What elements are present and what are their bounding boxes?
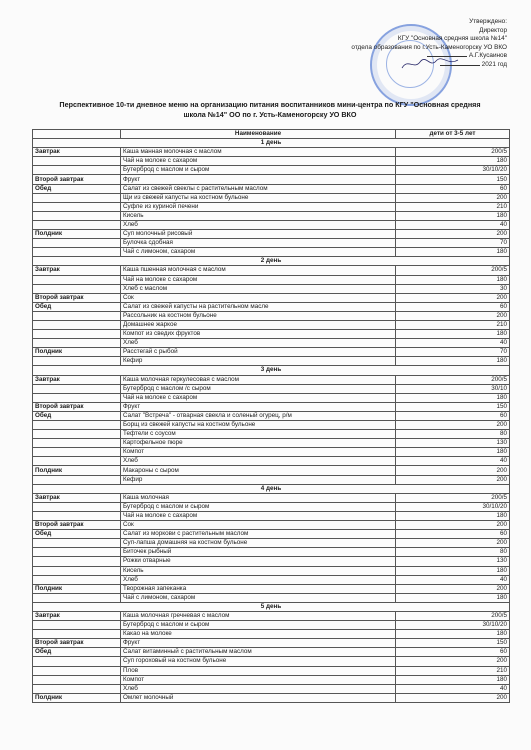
portion-cell: 200: [396, 693, 510, 702]
meal-cell: [33, 621, 121, 630]
portion-cell: 200: [396, 584, 510, 593]
portion-cell: 200/5: [396, 493, 510, 502]
table-row: [33, 175, 510, 184]
approval-school: КГУ "Основная средняя школа №14": [397, 35, 507, 43]
table-header-row: [33, 130, 510, 139]
table-row: [33, 211, 510, 220]
dish-cell: Бутерброд с маслом и сыром: [121, 502, 396, 511]
dish-cell: Суп-лапша домашняя на костном бульоне: [121, 539, 396, 548]
meal-cell: [33, 457, 121, 466]
meal-cell: [33, 630, 121, 639]
table-row: [33, 184, 510, 193]
dish-cell: Кисель: [121, 566, 396, 575]
dish-cell: Домашнее жаркое: [121, 320, 396, 329]
day-header-row: [33, 484, 510, 493]
dish-cell: Суп молочный рисовый: [121, 230, 396, 239]
meal-cell: Обед: [33, 302, 121, 311]
portion-cell: 180: [396, 593, 510, 602]
dish-cell: Борщ из свежей капусты на костном бульоне: [121, 421, 396, 430]
dish-cell: Бутерброд с маслом /с сыром: [121, 384, 396, 393]
table-row: [33, 611, 510, 620]
meal-cell: [33, 557, 121, 566]
table-row: [33, 348, 510, 357]
header-age-group: дети от 3-5 лет: [396, 130, 510, 139]
meal-cell: [33, 566, 121, 575]
dish-cell: Тефтели с соусом: [121, 430, 396, 439]
approval-block: [317, 18, 507, 70]
portion-cell: 60: [396, 530, 510, 539]
table-row: [33, 575, 510, 584]
dish-cell: Щи из свежей капусты на костном бульоне: [121, 193, 396, 202]
table-row: [33, 466, 510, 475]
table-row: [33, 266, 510, 275]
portion-cell: 180: [396, 211, 510, 220]
portion-cell: 40: [396, 457, 510, 466]
dish-cell: Салат витаминный с растительным маслом: [121, 648, 396, 657]
table-row: [33, 411, 510, 420]
header-name: Наименование: [121, 130, 396, 139]
dish-cell: Рожки отварные: [121, 557, 396, 566]
table-row: [33, 511, 510, 520]
portion-cell: 30: [396, 284, 510, 293]
day-label: 1 день: [33, 139, 510, 148]
menu-table: [32, 129, 510, 703]
meal-cell: [33, 357, 121, 366]
table-row: [33, 621, 510, 630]
header-meal-cell: [33, 130, 121, 139]
meal-cell: [33, 393, 121, 402]
portion-cell: 150: [396, 402, 510, 411]
meal-cell: [33, 684, 121, 693]
table-row: [33, 202, 510, 211]
portion-cell: 130: [396, 557, 510, 566]
meal-cell: Полдник: [33, 348, 121, 357]
portion-cell: 200: [396, 475, 510, 484]
dish-cell: Суфле из куриной печени: [121, 202, 396, 211]
table-row: [33, 593, 510, 602]
dish-cell: Хлеб: [121, 457, 396, 466]
meal-cell: [33, 539, 121, 548]
table-row: [33, 684, 510, 693]
meal-cell: [33, 384, 121, 393]
dish-cell: Хлеб: [121, 575, 396, 584]
table-row: [33, 693, 510, 702]
dish-cell: Салат из моркови с растительным маслом: [121, 530, 396, 539]
table-row: [33, 439, 510, 448]
portion-cell: 180: [396, 275, 510, 284]
portion-cell: 40: [396, 575, 510, 584]
meal-cell: Обед: [33, 411, 121, 420]
dish-cell: Чай на молоке с сахаром: [121, 157, 396, 166]
portion-cell: 180: [396, 357, 510, 366]
dish-cell: Салат из свежей капусты на растительном масле: [121, 302, 396, 311]
table-row: [33, 648, 510, 657]
dish-cell: Каша молочная гречневая с маслом: [121, 611, 396, 620]
meal-cell: [33, 248, 121, 257]
portion-cell: 200/5: [396, 266, 510, 275]
portion-cell: 30/10: [396, 384, 510, 393]
dish-cell: Какао на молоке: [121, 630, 396, 639]
table-row: [33, 230, 510, 239]
dish-cell: Картофельное пюре: [121, 439, 396, 448]
portion-cell: 70: [396, 348, 510, 357]
meal-cell: Полдник: [33, 230, 121, 239]
day-label: 3 день: [33, 366, 510, 375]
table-row: [33, 539, 510, 548]
meal-cell: [33, 666, 121, 675]
meal-cell: [33, 593, 121, 602]
dish-cell: Расстегай с рыбой: [121, 348, 396, 357]
meal-cell: Обед: [33, 184, 121, 193]
dish-cell: Каша молочная геркулесовая с маслом: [121, 375, 396, 384]
dish-cell: Чай на молоке с сахаром: [121, 275, 396, 284]
table-row: [33, 584, 510, 593]
document-title: [40, 100, 500, 120]
dish-cell: Сок: [121, 521, 396, 530]
portion-cell: 200: [396, 230, 510, 239]
portion-cell: 30/10/20: [396, 621, 510, 630]
day-header-row: [33, 366, 510, 375]
dish-cell: Суп гороховый на костном бульоне: [121, 657, 396, 666]
meal-cell: Обед: [33, 648, 121, 657]
table-row: [33, 566, 510, 575]
meal-cell: [33, 157, 121, 166]
portion-cell: 180: [396, 511, 510, 520]
approval-signer: А.Г.Кусаинов: [317, 52, 507, 61]
portion-cell: 150: [396, 639, 510, 648]
day-header-row: [33, 257, 510, 266]
portion-cell: 70: [396, 239, 510, 248]
dish-cell: Кефир: [121, 475, 396, 484]
portion-cell: 180: [396, 248, 510, 257]
table-row: [33, 193, 510, 202]
dish-cell: Булочка сдобная: [121, 239, 396, 248]
table-row: [33, 457, 510, 466]
meal-cell: [33, 339, 121, 348]
day-header-row: [33, 139, 510, 148]
portion-cell: 200: [396, 521, 510, 530]
table-row: [33, 330, 510, 339]
dish-cell: Рассольник на костном бульоне: [121, 311, 396, 320]
portion-cell: 130: [396, 439, 510, 448]
meal-cell: Второй завтрак: [33, 639, 121, 648]
portion-cell: 200: [396, 193, 510, 202]
dish-cell: Каша молочная: [121, 493, 396, 502]
portion-cell: 30/10/20: [396, 502, 510, 511]
portion-cell: 180: [396, 157, 510, 166]
portion-cell: 180: [396, 630, 510, 639]
meal-cell: [33, 675, 121, 684]
table-row: [33, 311, 510, 320]
dish-cell: Сок: [121, 293, 396, 302]
portion-cell: 200: [396, 657, 510, 666]
meal-cell: [33, 311, 121, 320]
meal-cell: Второй завтрак: [33, 402, 121, 411]
meal-cell: [33, 211, 121, 220]
table-row: [33, 675, 510, 684]
dish-cell: Плов: [121, 666, 396, 675]
portion-cell: 150: [396, 175, 510, 184]
meal-cell: [33, 448, 121, 457]
title-line-1: Перспективное 10-ти дневное меню на организацию питания воспитанников мини-центра по КГУ "Основная средняя: [59, 100, 481, 109]
portion-cell: 200: [396, 293, 510, 302]
portion-cell: 210: [396, 666, 510, 675]
portion-cell: 40: [396, 684, 510, 693]
day-label: 4 день: [33, 484, 510, 493]
meal-cell: [33, 193, 121, 202]
table-row: [33, 275, 510, 284]
portion-cell: 210: [396, 202, 510, 211]
table-row: [33, 284, 510, 293]
day-label: 2 день: [33, 257, 510, 266]
table-row: [33, 293, 510, 302]
table-row: [33, 384, 510, 393]
meal-cell: Второй завтрак: [33, 521, 121, 530]
meal-cell: Полдник: [33, 693, 121, 702]
dish-cell: Чай с лимоном, сахаром: [121, 248, 396, 257]
meal-cell: [33, 166, 121, 175]
dish-cell: Хлеб: [121, 339, 396, 348]
table-row: [33, 239, 510, 248]
portion-cell: 60: [396, 184, 510, 193]
dish-cell: Салат "Встреча" - отварная свекла и соленый огурец, р/м: [121, 411, 396, 420]
table-row: [33, 475, 510, 484]
dish-cell: Творожная запеканка: [121, 584, 396, 593]
approval-year: 2021 год: [317, 61, 507, 70]
table-row: [33, 502, 510, 511]
dish-cell: Хлеб с маслом: [121, 284, 396, 293]
table-row: [33, 521, 510, 530]
portion-cell: 200: [396, 466, 510, 475]
portion-cell: 210: [396, 320, 510, 329]
meal-cell: [33, 502, 121, 511]
table-row: [33, 375, 510, 384]
portion-cell: 180: [396, 393, 510, 402]
table-row: [33, 557, 510, 566]
meal-cell: [33, 275, 121, 284]
table-row: [33, 493, 510, 502]
meal-cell: Завтрак: [33, 148, 121, 157]
dish-cell: Компот: [121, 448, 396, 457]
dish-cell: Компот: [121, 675, 396, 684]
table-row: [33, 530, 510, 539]
portion-cell: 180: [396, 448, 510, 457]
dish-cell: Кефир: [121, 357, 396, 366]
table-row: [33, 220, 510, 229]
portion-cell: 60: [396, 648, 510, 657]
approval-department: отдела образования по г.Усть-Каменогорску УО ВКО: [351, 43, 507, 51]
meal-cell: Полдник: [33, 466, 121, 475]
meal-cell: Второй завтрак: [33, 175, 121, 184]
portion-cell: 40: [396, 220, 510, 229]
dish-cell: Чай на молоке с сахаром: [121, 511, 396, 520]
title-line-2: школа №14" ОО по г. Усть-Каменогорску УО ВКО: [183, 110, 357, 119]
portion-cell: 180: [396, 566, 510, 575]
portion-cell: 40: [396, 339, 510, 348]
meal-cell: [33, 511, 121, 520]
meal-cell: Завтрак: [33, 611, 121, 620]
table-row: [33, 157, 510, 166]
table-row: [33, 339, 510, 348]
dish-cell: Чай с лимоном, сахаром: [121, 593, 396, 602]
meal-cell: [33, 239, 121, 248]
meal-cell: [33, 330, 121, 339]
meal-cell: [33, 220, 121, 229]
dish-cell: Бутерброд с маслом и сыром: [121, 166, 396, 175]
menu-table-body: [33, 139, 510, 703]
portion-cell: 80: [396, 430, 510, 439]
portion-cell: 180: [396, 675, 510, 684]
table-row: [33, 357, 510, 366]
meal-cell: Полдник: [33, 584, 121, 593]
table-row: [33, 302, 510, 311]
dish-cell: Кисель: [121, 211, 396, 220]
portion-cell: 200/5: [396, 611, 510, 620]
meal-cell: [33, 320, 121, 329]
dish-cell: Каша манная молочная с маслом: [121, 148, 396, 157]
meal-cell: Завтрак: [33, 266, 121, 275]
meal-cell: Завтрак: [33, 375, 121, 384]
portion-cell: 200/5: [396, 375, 510, 384]
table-row: [33, 430, 510, 439]
portion-cell: 60: [396, 302, 510, 311]
dish-cell: Биточек рыбный: [121, 548, 396, 557]
meal-cell: Обед: [33, 530, 121, 539]
dish-cell: Фрукт: [121, 175, 396, 184]
table-row: [33, 148, 510, 157]
table-row: [33, 448, 510, 457]
dish-cell: Омлет молочный: [121, 693, 396, 702]
approval-position: Директор: [479, 26, 507, 34]
meal-cell: [33, 202, 121, 211]
table-row: [33, 421, 510, 430]
table-row: [33, 166, 510, 175]
table-row: [33, 666, 510, 675]
meal-cell: Завтрак: [33, 493, 121, 502]
table-row: [33, 657, 510, 666]
dish-cell: Хлеб: [121, 220, 396, 229]
meal-cell: [33, 284, 121, 293]
table-row: [33, 639, 510, 648]
dish-cell: Компот из сведих фруктов: [121, 330, 396, 339]
table-row: [33, 248, 510, 257]
portion-cell: 180: [396, 330, 510, 339]
portion-cell: 80: [396, 548, 510, 557]
dish-cell: Фрукт: [121, 639, 396, 648]
meal-cell: [33, 475, 121, 484]
dish-cell: Макароны с сыром: [121, 466, 396, 475]
meal-cell: [33, 439, 121, 448]
meal-cell: [33, 421, 121, 430]
portion-cell: 200/5: [396, 148, 510, 157]
table-row: [33, 402, 510, 411]
portion-cell: 60: [396, 411, 510, 420]
portion-cell: 200: [396, 311, 510, 320]
portion-cell: 200: [396, 421, 510, 430]
dish-cell: Бутерброд с маслом и сыром: [121, 621, 396, 630]
portion-cell: 200: [396, 539, 510, 548]
day-label: 5 день: [33, 602, 510, 611]
portion-cell: 30/10/20: [396, 166, 510, 175]
table-row: [33, 320, 510, 329]
meal-cell: Второй завтрак: [33, 293, 121, 302]
meal-cell: [33, 430, 121, 439]
dish-cell: Чай на молоке с сахаром: [121, 393, 396, 402]
meal-cell: [33, 548, 121, 557]
dish-cell: Фрукт: [121, 402, 396, 411]
dish-cell: Хлеб: [121, 684, 396, 693]
meal-cell: [33, 575, 121, 584]
meal-cell: [33, 657, 121, 666]
approval-title: Утверждено:: [469, 18, 507, 25]
dish-cell: Каша пшенная молочная с маслом: [121, 266, 396, 275]
day-header-row: [33, 602, 510, 611]
dish-cell: Салат из свежей свеклы с растительным маслом: [121, 184, 396, 193]
table-row: [33, 393, 510, 402]
table-row: [33, 548, 510, 557]
table-row: [33, 630, 510, 639]
